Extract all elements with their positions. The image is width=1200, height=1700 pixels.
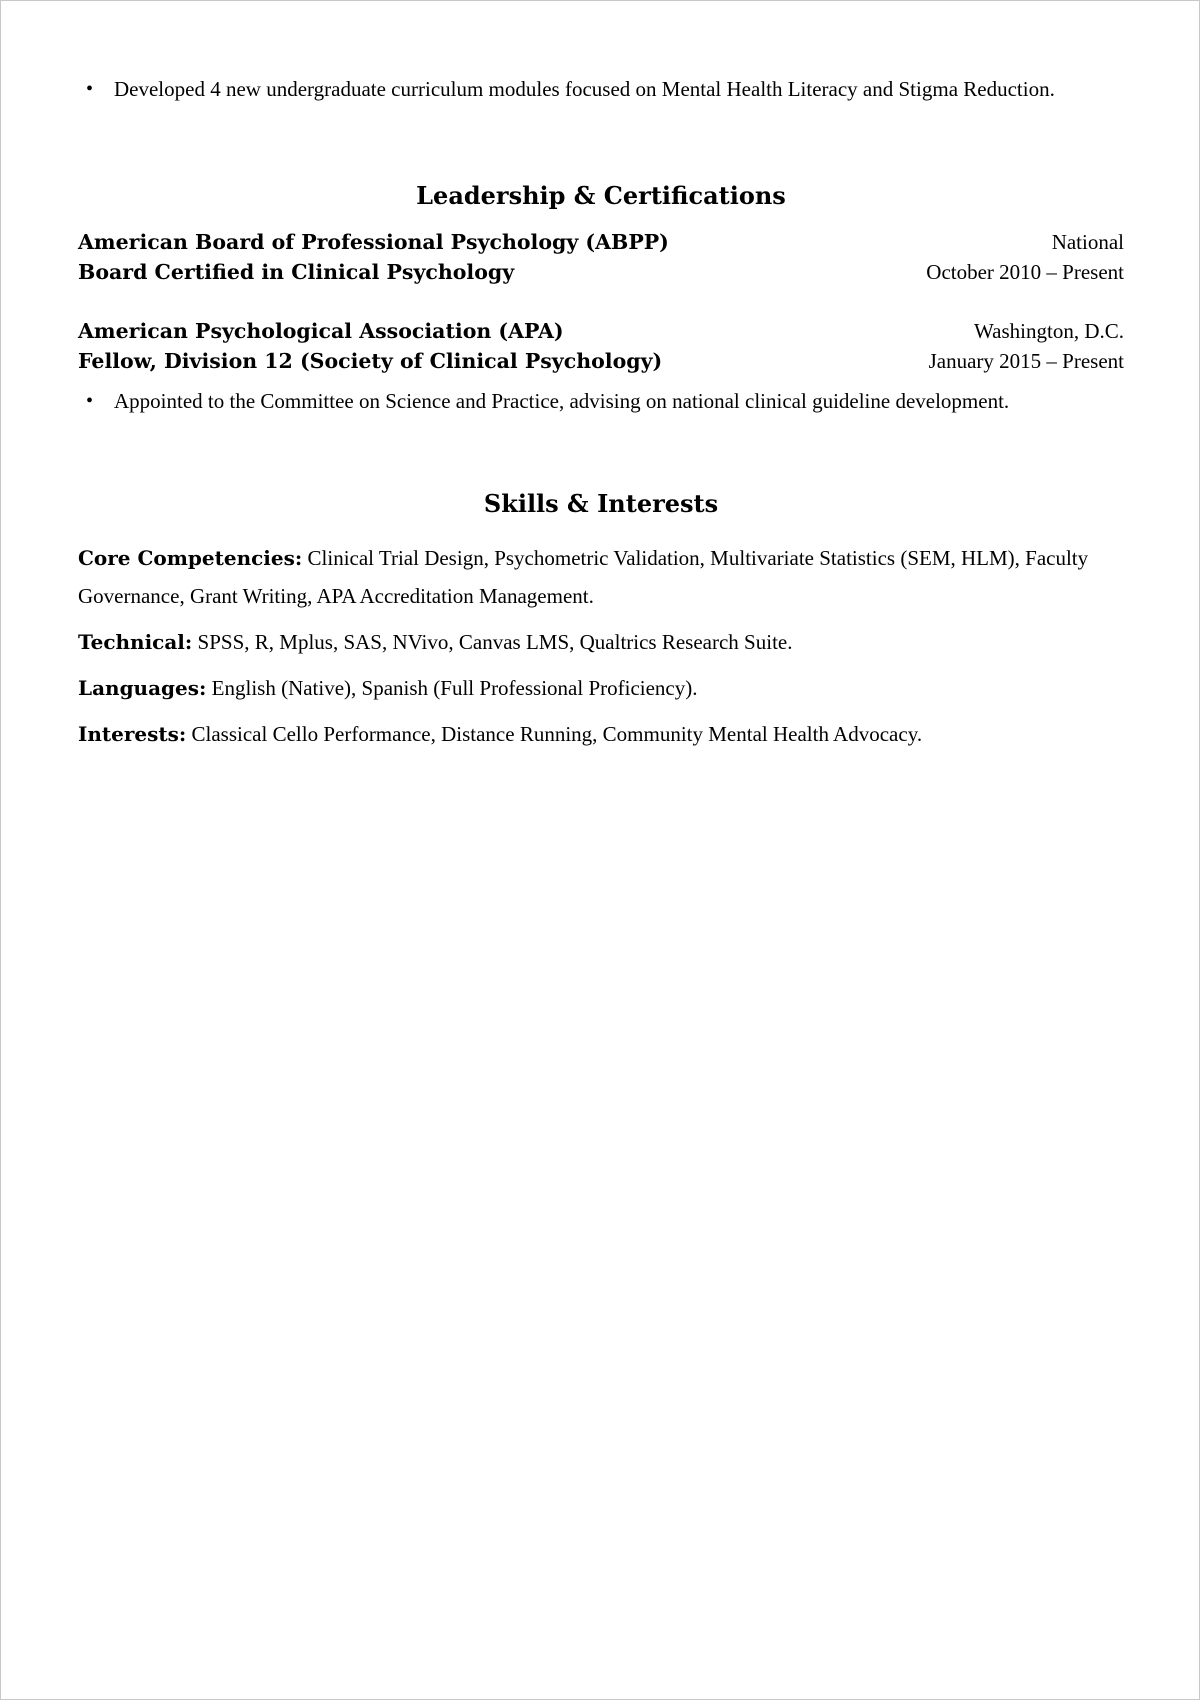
entry-role: Fellow, Division 12 (Society of Clinical Psychology) bbox=[78, 349, 663, 373]
skill-label: Core Competencies: bbox=[78, 546, 303, 570]
entry-header-row bbox=[78, 316, 1124, 346]
entry-dates: October 2010 – Present bbox=[926, 260, 1124, 284]
skill-interests bbox=[78, 715, 1124, 753]
entry-location: National bbox=[1051, 230, 1124, 254]
skill-label: Interests: bbox=[78, 722, 187, 746]
skills-section bbox=[78, 488, 1124, 520]
entry-bullet-list bbox=[78, 386, 1124, 416]
skill-text: English (Native), Spanish (Full Professional Proficiency). bbox=[211, 676, 698, 700]
skill-core-competencies bbox=[78, 539, 1124, 615]
entry-role: Board Certified in Clinical Psychology bbox=[78, 260, 515, 284]
section-title-leadership: Leadership & Certifications bbox=[416, 181, 786, 210]
skill-label: Languages: bbox=[78, 676, 207, 700]
section-title-skills: Skills & Interests bbox=[483, 489, 719, 518]
skill-label: Technical: bbox=[78, 630, 193, 654]
previous-section-bullets bbox=[78, 74, 1124, 104]
leadership-section bbox=[78, 180, 1124, 212]
skill-text: Clinical Trial Design, Psychometric Validation, Multivariate Statistics (SEM, HLM), Faculty Governance, Grant Writing, APA Accreditation Management. bbox=[78, 546, 1089, 608]
bullet-item: • Developed 4 new undergraduate curriculum modules focused on Mental Health Literacy and Stigma Reduction. bbox=[78, 74, 1124, 104]
entry-apa bbox=[78, 316, 1124, 416]
entry-dates: January 2015 – Present bbox=[928, 349, 1124, 373]
skill-technical bbox=[78, 623, 1124, 661]
skills-list bbox=[78, 539, 1124, 753]
entry-location: Washington, D.C. bbox=[974, 319, 1124, 343]
bullet-list bbox=[78, 74, 1124, 104]
skill-text: SPSS, R, Mplus, SAS, NVivo, Canvas LMS, Qualtrics Research Suite. bbox=[197, 630, 793, 654]
skill-languages bbox=[78, 669, 1124, 707]
entry-abpp bbox=[78, 227, 1124, 287]
entry-role-row bbox=[78, 346, 1124, 376]
skill-text: Classical Cello Performance, Distance Running, Community Mental Health Advocacy. bbox=[191, 722, 923, 746]
entry-organization: American Board of Professional Psychology (ABPP) bbox=[78, 230, 669, 254]
entry-role-row bbox=[78, 257, 1124, 287]
entry-organization: American Psychological Association (APA) bbox=[78, 319, 564, 343]
entry-header-row bbox=[78, 227, 1124, 257]
bullet-item: • Appointed to the Committee on Science and Practice, advising on national clinical guideline development. bbox=[78, 386, 1124, 416]
